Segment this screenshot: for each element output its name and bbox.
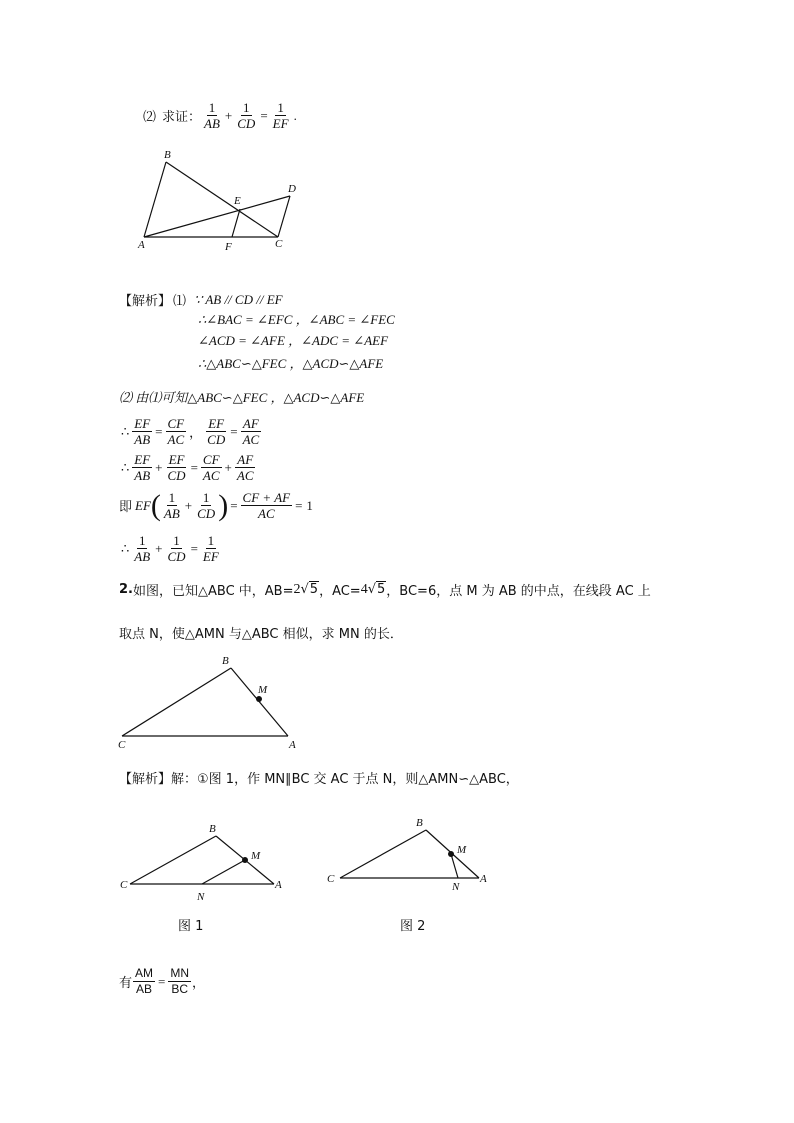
prove-label: 求证：: [162, 110, 202, 125]
sol2-ratio-row: ∴ $\frac{EF}{AB}$ = $\frac{CF}{AC}$ ， $\frac{EF}{CD}$ = $\frac{AF}{AC}$: [121, 416, 260, 447]
sol1-line-1: ∵ AB // CD // EF: [194, 291, 283, 307]
fig1-label-C: C: [275, 238, 283, 250]
sol1-line-2: ∴∠BAC = ∠EFC ，∠ABC = ∠FEC: [198, 312, 395, 327]
fig2-point-M: [256, 696, 262, 702]
fig3-point-M: [242, 857, 248, 863]
sol2-factored-row: 即 EF ( $\frac{1}{AB}$ + $\frac{1}{CD}$ ) = $\frac{CF + AF}{AC}$ = 1: [119, 488, 313, 522]
fig2-label-C: C: [118, 739, 126, 751]
prove-statement: ⑵ 求证： $\frac{1}{AB}$ + $\frac{1}{CD}$ = $\frac{1}{EF}$ .: [143, 100, 297, 131]
sol2-line-1: ⑵ 由⑴可知△ABC∽△FEC ，△ACD∽△AFE: [119, 390, 365, 405]
sol1-number: ⑴: [173, 294, 187, 309]
fig3-label-B: B: [209, 823, 216, 835]
fig1-label-E: E: [234, 195, 241, 207]
analysis2-tag: 【解析】: [119, 772, 172, 787]
final-ratio-line: 有 $\frac{AM}{AB}$ = $\frac{MN}{BC}$ ，: [119, 966, 206, 996]
figure-quadrilateral: [130, 140, 320, 260]
prove-frac-1: $\frac{1}{AB}$: [204, 100, 220, 131]
problem2-line-1: 2. 如图，已知△ABC 中，AB= 2 √5 ，AC= 4 √5 ，BC=6，点 M 为 AB 的中点，在线段 AC 上: [119, 581, 651, 599]
sol1-line-3: ∠ACD = ∠AFE ，∠ADC = ∠AEF: [198, 333, 389, 348]
fig3-label-C: C: [120, 879, 128, 891]
prove-frac-3: $\frac{1}{EF}$: [272, 100, 289, 131]
fig1-label-D: D: [288, 183, 296, 195]
fig3-label-N: N: [197, 891, 205, 903]
fig3-label-A: A: [275, 879, 282, 891]
fig4-label-N: N: [452, 881, 460, 893]
figure-1-caption: 图 1: [178, 919, 204, 934]
sqrt-5-ab: √5: [300, 582, 319, 597]
part-number: ⑵: [143, 110, 157, 125]
analysis-tag: 【解析】: [119, 294, 172, 309]
fig2-label-A: A: [289, 739, 296, 751]
sol2-sum-row: ∴ $\frac{EF}{AB}$ + $\frac{EF}{CD}$ = $\frac{CF}{AC}$ + $\frac{AF}{AC}$: [121, 452, 254, 483]
prove-frac-2: $\frac{1}{CD}$: [237, 100, 256, 131]
fig4-point-M: [448, 851, 454, 857]
sol2-conclusion-row: ∴ $\frac{1}{AB}$ + $\frac{1}{CD}$ = $\frac{1}{EF}$: [121, 533, 219, 564]
fig4-label-M: M: [457, 844, 467, 856]
sol1-line-4: ∴△ABC∽△FEC ，△ACD∽△AFE: [198, 356, 384, 371]
fig2-label-M: M: [258, 684, 268, 696]
fig3-label-M: M: [251, 850, 261, 862]
figure-1-mn-parallel: [118, 818, 293, 908]
fig1-label-A: A: [138, 239, 145, 251]
fig4-label-C: C: [327, 873, 335, 885]
sqrt-5-ac: √5: [367, 582, 386, 597]
fig2-label-B: B: [222, 655, 229, 667]
analysis2-line: 【解析】解：①图 1，作 MN∥BC 交 AC 于点 N，则△AMN∽△ABC，: [119, 772, 519, 787]
problem2-line-2: 取点 N，使△AMN 与△ABC 相似，求 MN 的长．: [119, 627, 403, 642]
figure-2-mn-antiparallel: [322, 812, 502, 902]
figure-triangle-abc: [112, 650, 312, 755]
fig1-label-B: B: [164, 149, 171, 161]
figure-2-caption: 图 2: [400, 919, 426, 934]
problem2-number: 2.: [119, 582, 133, 597]
fig1-label-F: F: [225, 241, 232, 253]
fig4-label-A: A: [480, 873, 487, 885]
analysis-line-1: [119, 290, 283, 309]
fig4-label-B: B: [416, 817, 423, 829]
